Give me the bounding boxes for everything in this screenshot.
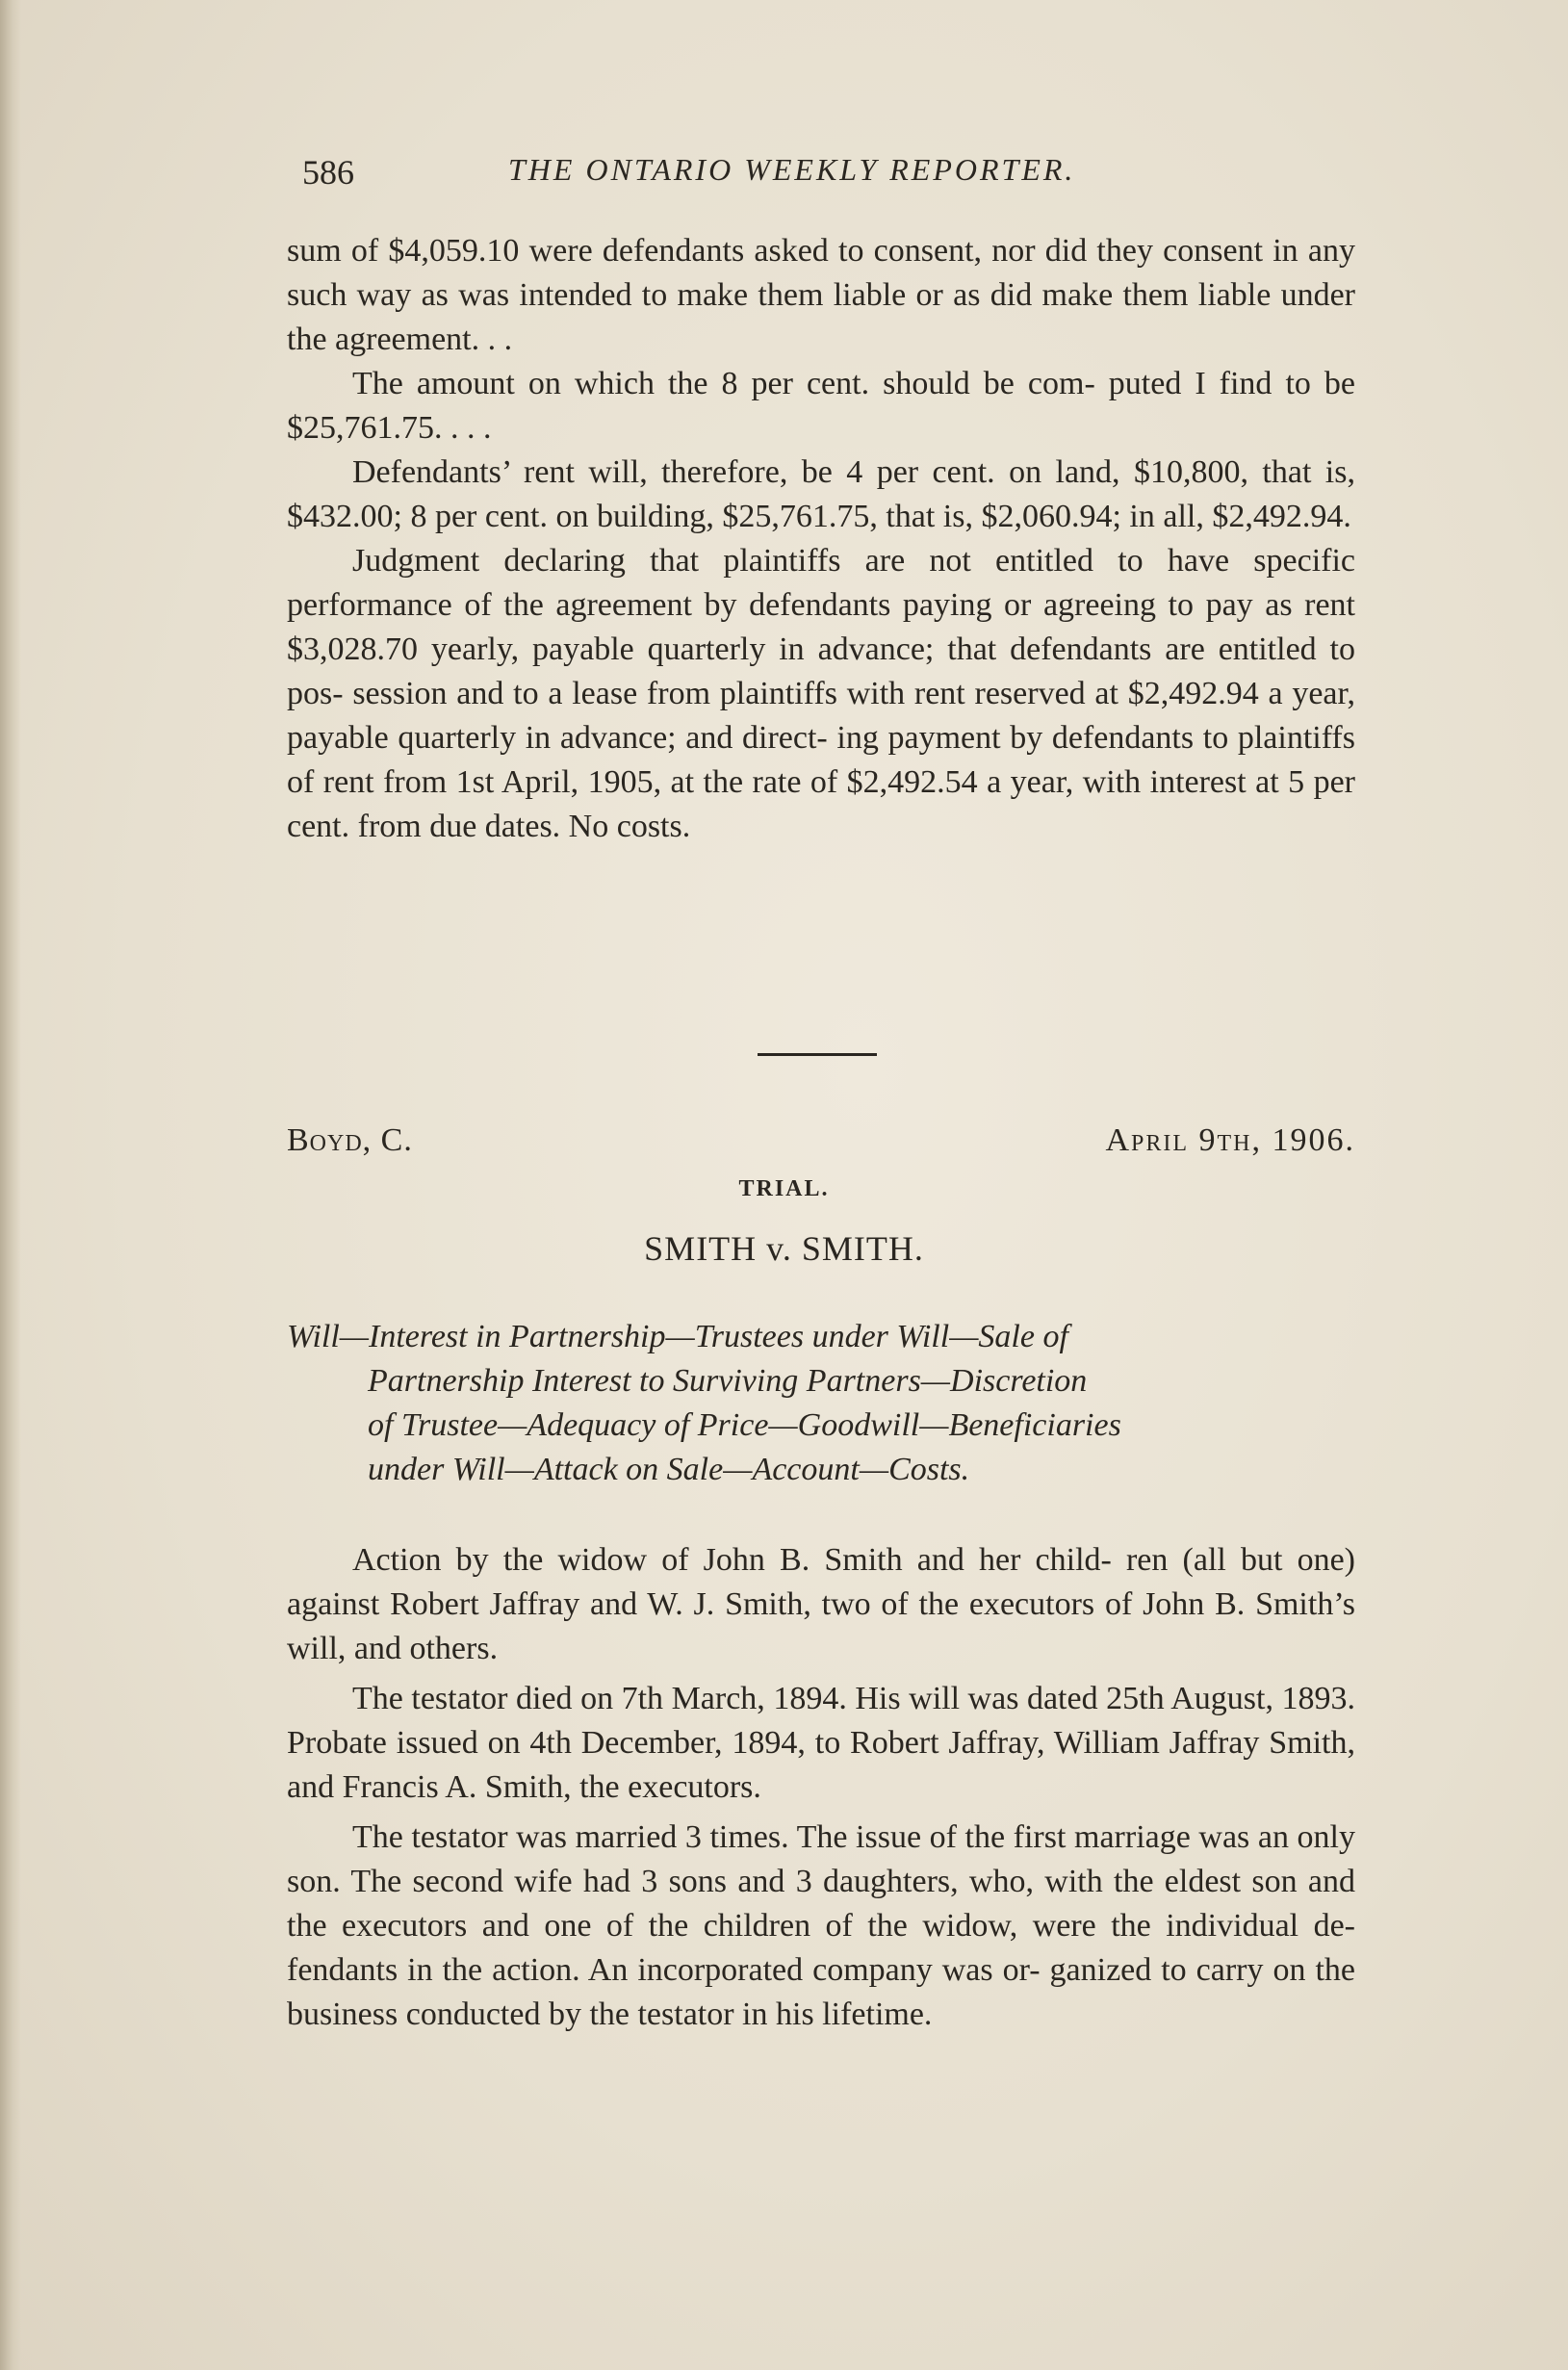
paragraph: Action by the widow of John B. Smith and her child- ren (all but one) against Robert Jaffray and W. J. Smith, two of the executors of John B. Smith’s will, and others.: [287, 1542, 1355, 1666]
section-divider: [758, 1053, 877, 1056]
previous-case-conclusion: [287, 229, 1355, 849]
paragraph: Judgment declaring that plaintiffs are not entitled to have specific performance of the agreement by defendants paying or agreeing to pay as rent $3,028.70 yearly, payable quarterly in advance; that defendants are entitled to pos- session and to a lease from plaintiffs with rent reserved at $2,492.94 a year, payable quarterly in advance; and direct- ing payment by defendants to plaintiffs of rent from 1st April, 1905, at the rate of $2,492.54 a year, with interest at 5 per cent. from due dates. No costs.: [287, 543, 1355, 844]
headnote-line: under Will—Attack on Sale—Account—Costs.: [368, 1452, 970, 1487]
paragraph: The testator died on 7th March, 1894. His will was dated 25th August, 1893. Probate issued on 4th December, 1894, to Robert Jaffray, William Jaffray Smith, and Francis A. Smith, the executors.: [287, 1681, 1355, 1805]
running-head: THE ONTARIO WEEKLY REPORTER.: [508, 152, 1076, 187]
decision-date: April 9th, 1906.: [1105, 1122, 1355, 1158]
headnote-line: Partnership Interest to Surviving Partners—Discretion: [368, 1363, 1088, 1399]
trial-label: TRIAL.: [738, 1176, 830, 1201]
paragraph: Defendants’ rent will, therefore, be 4 per cent. on land, $10,800, that is, $432.00; 8 per cent. on building, $25,761.75, that is, $2,060.94; in all, $2,492.94.: [287, 454, 1355, 534]
headnote: [287, 1315, 1355, 1492]
page-header: [302, 152, 1355, 200]
paragraph: The testator was married 3 times. The issue of the first marriage was an only son. The second wife had 3 sons and 3 daughters, who, with the eldest son and the executors and one of the children of the widow, were the individual de- fendants in the action. An incorporated company was or- ganized to carry on the business conducted by the testator in his lifetime.: [287, 1819, 1355, 2032]
headnote-line: of Trustee—Adequacy of Price—Goodwill—Beneficiaries: [368, 1407, 1121, 1443]
page-number: 586: [302, 153, 354, 192]
paragraph: The amount on which the 8 per cent. should be com- puted I find to be $25,761.75. . . .: [287, 366, 1355, 446]
case-title: SMITH v. SMITH.: [644, 1229, 924, 1268]
headnote-line: Will—Interest in Partnership—Trustees under Will—Sale of: [287, 1319, 1068, 1354]
case-body: [287, 1538, 1355, 2037]
judge-date-line: [287, 1122, 1355, 1171]
judge-name: Boyd, C.: [287, 1122, 413, 1158]
paragraph: sum of $4,059.10 were defendants asked to consent, nor did they consent in any such way as was intended to make them liable or as did make them liable under the agreement. . .: [287, 233, 1355, 357]
